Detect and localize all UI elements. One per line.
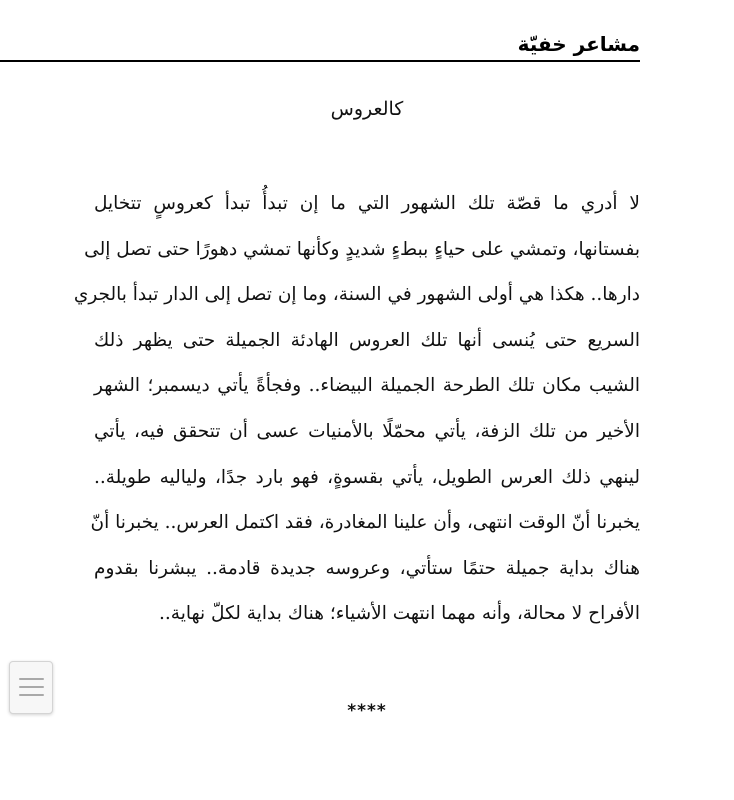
book-header [0,0,640,62]
body-line: لينهي ذلك العرس الطويل، يأتي بقسوةٍ، فهو بارد جدًا، ولياليه طويلة.. [94,466,640,488]
hamburger-menu-icon-bar [19,686,44,688]
body-line: هناك بداية جميلة حتمًا ستأتي، وعروسه جديدة قادمة.. يبشرنا بقدوم [94,557,640,579]
body-line: يخبرنا أنّ الوقت انتهى، وأن علينا المغادرة، فقد اكتمل العرس.. يخبرنا أنّ [90,512,640,534]
body-line: الأخير من تلك الزفة، يأتي محمّلًا بالأمنيات عسى أن تتحقق فيه، يأتي [94,420,640,442]
chapter-title: كالعروس [330,98,404,120]
body-line: بفستانها، وتمشي على حياءٍ ببطءٍ شديدٍ وكأنها تمشي دهورًا حتى تصل إلى [84,238,640,260]
chapter-body [73,181,640,637]
hamburger-menu-icon-bar [19,694,44,696]
body-line: الشيب مكان تلك الطرحة الجميلة البيضاء.. وفجأةً يأتي ديسمبر؛ الشهر [94,375,640,397]
body-line: دارها.. هكذا هي أولى الشهور في السنة، وما إن تصل إلى الدار تبدأ بالجري [73,284,640,306]
hamburger-menu-icon [19,678,44,680]
menu-button[interactable] [9,661,53,714]
body-line: لا أدري ما قصّة تلك الشهور التي ما إن تبدأُ تبدأ كعروسٍ تتخايل [94,193,640,214]
book-title: مشاعر خفيّة [517,32,640,56]
body-line: السريع حتى يُنسى أنها تلك العروس الهادئة الجميلة حتى يظهر ذلك [94,329,640,351]
section-separator: **** [347,701,387,721]
body-line: الأفراح لا محالة، وأنه مهما انتهت الأشياء؛ هناك بداية لكلّ نهاية.. [159,603,640,625]
